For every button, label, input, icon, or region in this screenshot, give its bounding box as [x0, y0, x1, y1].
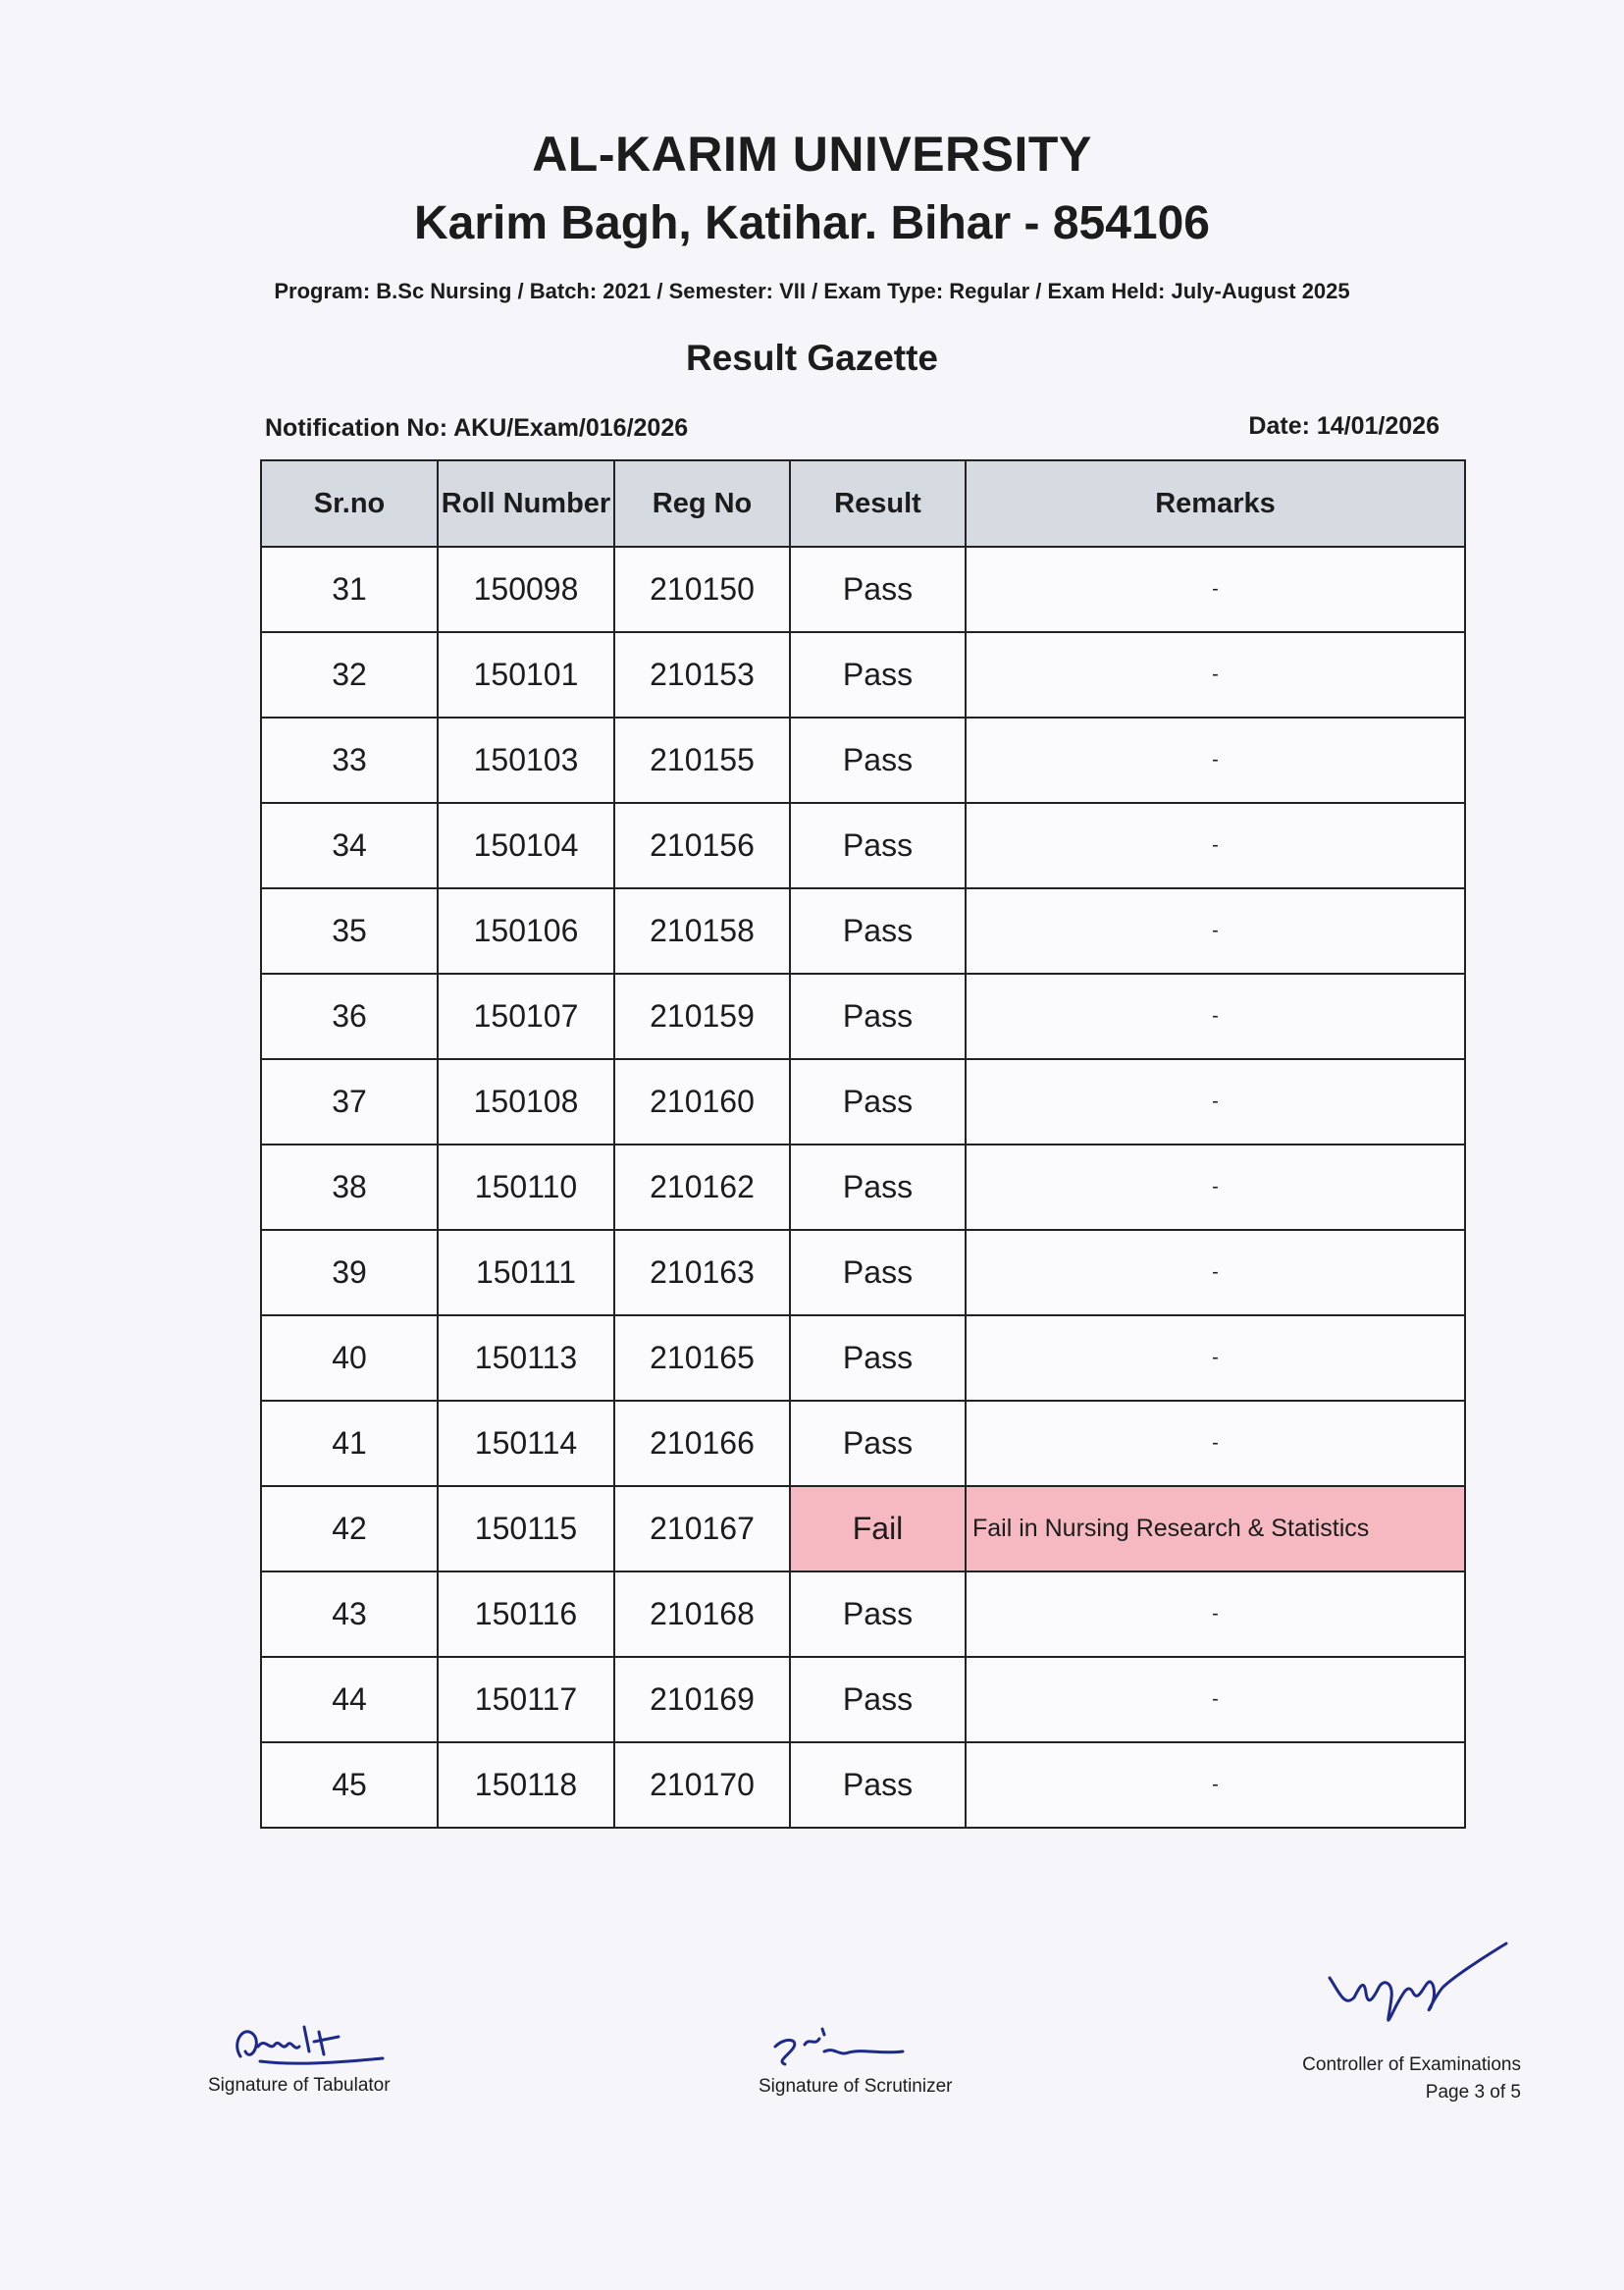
- roll-number-cell: 150111: [438, 1230, 614, 1315]
- srno-cell: 31: [261, 547, 438, 632]
- table-row: [261, 1571, 1465, 1657]
- tabulator-signature: [221, 2007, 397, 2076]
- column-header-result: Result: [790, 460, 966, 547]
- srno-cell: 42: [261, 1486, 438, 1571]
- roll-number-cell: 150103: [438, 718, 614, 803]
- remarks-cell: -: [966, 1230, 1465, 1315]
- reg-no-cell: 210155: [614, 718, 790, 803]
- reg-no-cell: 210159: [614, 974, 790, 1059]
- result-cell: Pass: [790, 1571, 966, 1657]
- roll-number-cell: 150118: [438, 1742, 614, 1828]
- reg-no-cell: 210166: [614, 1401, 790, 1486]
- column-header-remarks: Remarks: [966, 460, 1465, 547]
- controller-signature: [1315, 1939, 1511, 2047]
- roll-number-cell: 150108: [438, 1059, 614, 1145]
- gazette-title: Result Gazette: [685, 338, 938, 378]
- controller-label: Controller of Examinations: [1302, 2054, 1521, 2075]
- reg-no-cell: 210156: [614, 803, 790, 888]
- program-details: Program: B.Sc Nursing / Batch: 2021 / Semester: VII / Exam Type: Regular / Exam Held: July-August 2025: [274, 279, 1350, 303]
- table-row: [261, 803, 1465, 888]
- table-row: [261, 632, 1465, 718]
- roll-number-cell: 150113: [438, 1315, 614, 1401]
- srno-cell: 45: [261, 1742, 438, 1828]
- result-cell: Pass: [790, 803, 966, 888]
- column-header-srno: Sr.no: [261, 460, 438, 547]
- results-table: [260, 459, 1466, 1829]
- srno-cell: 38: [261, 1145, 438, 1230]
- result-cell: Pass: [790, 1401, 966, 1486]
- roll-number-cell: 150110: [438, 1145, 614, 1230]
- srno-cell: 39: [261, 1230, 438, 1315]
- remarks-cell: -: [966, 1657, 1465, 1742]
- remarks-cell: -: [966, 888, 1465, 974]
- roll-number-cell: 150106: [438, 888, 614, 974]
- notification-number: Notification No: AKU/Exam/016/2026: [265, 414, 689, 442]
- table-row: [261, 547, 1465, 632]
- result-cell: Fail: [790, 1486, 966, 1571]
- result-cell: Pass: [790, 1742, 966, 1828]
- reg-no-cell: 210153: [614, 632, 790, 718]
- roll-number-cell: 150101: [438, 632, 614, 718]
- result-cell: Pass: [790, 1657, 966, 1742]
- remarks-cell: -: [966, 547, 1465, 632]
- result-cell: Pass: [790, 1315, 966, 1401]
- srno-cell: 36: [261, 974, 438, 1059]
- srno-cell: 40: [261, 1315, 438, 1401]
- reg-no-cell: 210163: [614, 1230, 790, 1315]
- reg-no-cell: 210150: [614, 547, 790, 632]
- reg-no-cell: 210162: [614, 1145, 790, 1230]
- srno-cell: 34: [261, 803, 438, 888]
- roll-number-cell: 150114: [438, 1401, 614, 1486]
- result-cell: Pass: [790, 1145, 966, 1230]
- table-header-row: [261, 460, 1465, 547]
- table-row: [261, 1486, 1465, 1571]
- notification-date: Date: 14/01/2026: [1248, 412, 1440, 440]
- page-number: Page 3 of 5: [1425, 2082, 1521, 2103]
- srno-cell: 44: [261, 1657, 438, 1742]
- remarks-cell: -: [966, 1742, 1465, 1828]
- remarks-cell: -: [966, 632, 1465, 718]
- reg-no-cell: 210168: [614, 1571, 790, 1657]
- table-row: [261, 1230, 1465, 1315]
- university-name: AL-KARIM UNIVERSITY: [532, 127, 1092, 182]
- remarks-cell: -: [966, 1571, 1465, 1657]
- table-row: [261, 974, 1465, 1059]
- scrutinizer-signature: [765, 2017, 922, 2076]
- table-row: [261, 888, 1465, 974]
- reg-no-cell: 210169: [614, 1657, 790, 1742]
- reg-no-cell: 210158: [614, 888, 790, 974]
- table-row: [261, 1742, 1465, 1828]
- remarks-cell: Fail in Nursing Research & Statistics: [966, 1486, 1465, 1571]
- remarks-cell: -: [966, 974, 1465, 1059]
- remarks-cell: -: [966, 718, 1465, 803]
- srno-cell: 35: [261, 888, 438, 974]
- column-header-roll-number: Roll Number: [438, 460, 614, 547]
- result-cell: Pass: [790, 888, 966, 974]
- result-cell: Pass: [790, 547, 966, 632]
- roll-number-cell: 150117: [438, 1657, 614, 1742]
- table-row: [261, 1401, 1465, 1486]
- roll-number-cell: 150107: [438, 974, 614, 1059]
- result-cell: Pass: [790, 1059, 966, 1145]
- remarks-cell: -: [966, 1401, 1465, 1486]
- table-row: [261, 718, 1465, 803]
- reg-no-cell: 210167: [614, 1486, 790, 1571]
- controller-block: [1285, 2051, 1521, 2106]
- srno-cell: 37: [261, 1059, 438, 1145]
- tabulator-signature-label: Signature of Tabulator: [208, 2075, 391, 2096]
- table-row: [261, 1145, 1465, 1230]
- roll-number-cell: 150116: [438, 1571, 614, 1657]
- university-address: Karim Bagh, Katihar. Bihar - 854106: [414, 197, 1210, 249]
- table-row: [261, 1315, 1465, 1401]
- remarks-cell: -: [966, 1315, 1465, 1401]
- result-cell: Pass: [790, 974, 966, 1059]
- srno-cell: 43: [261, 1571, 438, 1657]
- srno-cell: 41: [261, 1401, 438, 1486]
- table-row: [261, 1657, 1465, 1742]
- result-cell: Pass: [790, 718, 966, 803]
- scrutinizer-signature-label: Signature of Scrutinizer: [759, 2076, 953, 2097]
- reg-no-cell: 210170: [614, 1742, 790, 1828]
- remarks-cell: -: [966, 1145, 1465, 1230]
- result-cell: Pass: [790, 1230, 966, 1315]
- srno-cell: 32: [261, 632, 438, 718]
- reg-no-cell: 210160: [614, 1059, 790, 1145]
- column-header-reg-no: Reg No: [614, 460, 790, 547]
- roll-number-cell: 150115: [438, 1486, 614, 1571]
- remarks-cell: -: [966, 1059, 1465, 1145]
- roll-number-cell: 150098: [438, 547, 614, 632]
- reg-no-cell: 210165: [614, 1315, 790, 1401]
- remarks-cell: -: [966, 803, 1465, 888]
- result-cell: Pass: [790, 632, 966, 718]
- roll-number-cell: 150104: [438, 803, 614, 888]
- srno-cell: 33: [261, 718, 438, 803]
- table-row: [261, 1059, 1465, 1145]
- results-table-body: [261, 547, 1465, 1828]
